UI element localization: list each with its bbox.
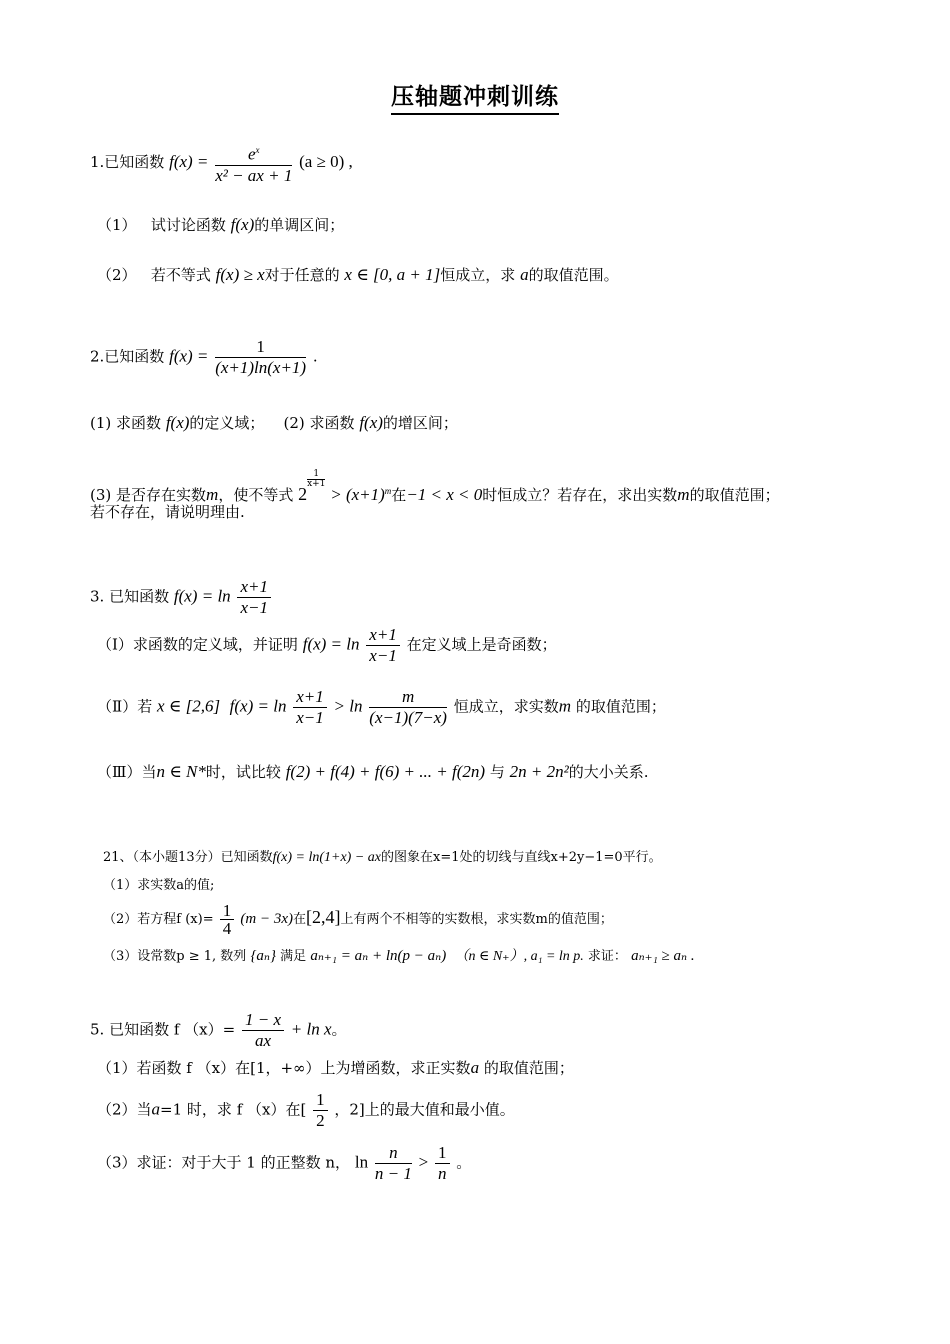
problem-1-part-1: （1） 试讨论函数 f(x)的单调区间； (97, 215, 345, 234)
fraction: $\frac{e^x}{\text{x² − ax + 1}}$ (215, 140, 292, 186)
problem-5-part-3: （3）求证：对于大于 1 的正整数 n， ln $\frac{n}{n - 1}$ > $\frac{1}{n}$ 。 (97, 1143, 472, 1183)
fraction: $\frac{1}{2}$ (313, 1090, 328, 1131)
fraction: $\frac{x+1}{x-1}$ (366, 625, 400, 666)
problem-3-part-3: （Ⅲ）当n ∈ N*时，试比较 f(2) + f(4) + f(6) + ... + f(2n) 与 2n + 2n²的大小关系. (97, 762, 649, 781)
exponent-fraction: $\frac{1}{x+1}$ (307, 469, 326, 489)
problem-3-part-1: （Ⅰ）求函数的定义域，并证明 f(x) = ln $\frac{x+1}{x-1}$ 在定义域上是奇函数； (97, 625, 557, 665)
problem-3-part-2: （Ⅱ）若 x ∈ [2,6] f(x) = ln $\frac{x+1}{x-1}$ > ln $\frac{m}{(x-1)(7-x)}$ 恒成立，求实数m 的取值范围； (97, 687, 666, 727)
page-title: 压轴题冲刺训练 (0, 78, 950, 111)
fraction: $\frac{x+1}{x-1}$ (293, 687, 327, 728)
problem-5-statement: 5. 已知函数 f （x）= $\frac{1 - x}{ax}$ + ln x。 (90, 1010, 347, 1050)
problem-2-part-3-line-2: 若不存在，请说明理由. (90, 503, 245, 521)
problem-2-part-3: (3) 是否存在实数m，使不等式 2 $\frac{1}{x+1}$ > $(x+1)^m$在−1 < x < 0时恒成立？若存在，求出实数m的取值范围； (90, 469, 780, 504)
fraction: $\frac{1 - x}{ax}$ (242, 1010, 284, 1051)
problem-21-part-2: （2）若方程f (x)= $\frac{1}{4}$ (m − 3x)在[2,4]上有两个不相等的实数根，求实数m的值范围； (103, 901, 613, 938)
problem-21-part-1: （1）求实数a的值; (103, 878, 215, 893)
fraction: $\frac{x+1}{x-1}$ (237, 577, 271, 618)
problem-2-statement: 2.已知函数 f(x) = $\frac{1}{(x+1)\ln(x+1)}$ . (90, 337, 318, 377)
problem-5-part-1: （1）若函数 f （x）在[1，+∞）上为增函数，求正实数a 的取值范围； (97, 1058, 574, 1077)
problem-5-part-2: （2）当a=1 时，求 f （x）在[ $\frac{1}{2}$ ，2]上的最大值和最小值。 (97, 1090, 515, 1130)
fraction: $\frac{1}{(x+1)\ln(x+1)}$ (215, 337, 307, 377)
fraction: $\frac{1}{4}$ (220, 902, 235, 937)
problem-21-statement: 21、（本小题13分）已知函数f(x) = ln(1+x) − ax的图象在x=1处的切线与直线x+2y−1=0平行。 (103, 850, 662, 865)
problem-21-part-3: （3）设常数p ≥ 1, 数列 {aₙ} 满足 aₙ₊₁ = aₙ + ln(p − aₙ) （n ∈ N₊）, a₁ = ln p. 求证： aₙ₊₁ ≥ aₙ . (103, 948, 695, 964)
problem-1-part-2: （2） 若不等式 f(x) ≥ x对于任意的 x ∈ [0, a + 1]恒成立，求 a的取值范围。 (97, 265, 619, 284)
fraction: $\frac{n}{n - 1}$ (374, 1143, 412, 1183)
problem-3-statement: 3. 已知函数 f(x) = ln $\frac{x+1}{x-1}$ (90, 577, 273, 618)
fraction: $\frac{1}{n}$ (435, 1143, 450, 1184)
fraction: $\frac{m}{(x-1)(7-x)}$ (369, 687, 447, 727)
problem-2-parts-1-2: (1) 求函数 f(x)的定义域； (2) 求函数 f(x)的增区间； (90, 413, 458, 432)
problem-1-statement: 1.已知函数 f(x) = $\frac{e^x}{\text{x² − ax + 1}}$ (a ≥ 0) , (90, 140, 353, 186)
